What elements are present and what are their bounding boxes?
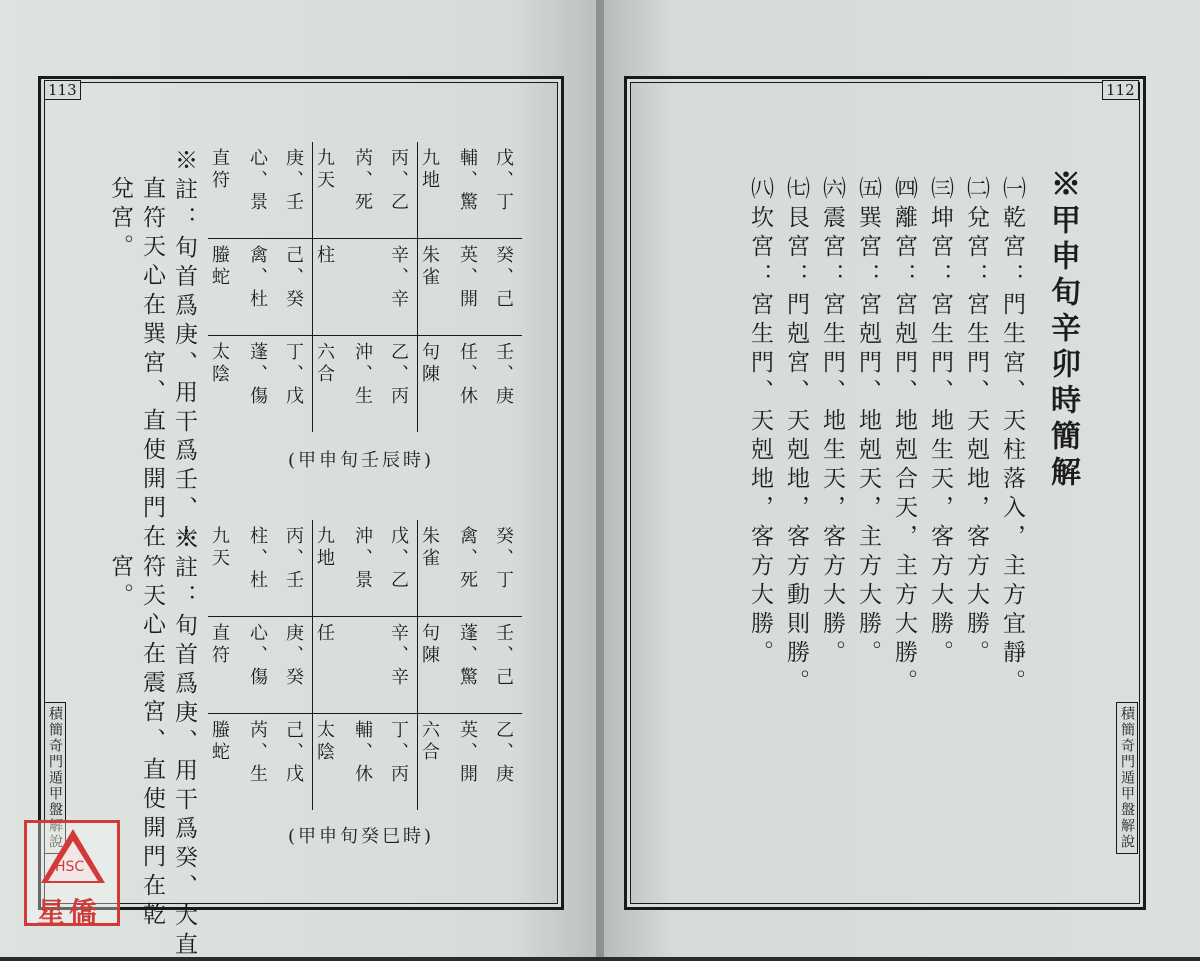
chart1-cell bbox=[418, 336, 523, 433]
cell-deity: 九地 bbox=[419, 148, 440, 192]
cell-deity: 六合 bbox=[314, 342, 335, 386]
chart2-cell bbox=[418, 520, 523, 617]
cell-stems: 辛、辛 bbox=[388, 245, 409, 311]
book-spine bbox=[596, 0, 604, 957]
book-label-right: 積簡奇門遁甲盤解說 bbox=[1116, 702, 1138, 854]
cell-star-door: 輔、休 bbox=[352, 720, 373, 786]
text-line-5: ㈤巽宮：宮剋門、地剋天，主方大勝。 bbox=[855, 176, 881, 669]
page-number-right: 112 bbox=[1102, 80, 1139, 100]
cell-stems: 辛、辛 bbox=[388, 623, 409, 689]
cell-stems: 丙、壬 bbox=[283, 526, 304, 592]
chart1-grid bbox=[208, 142, 522, 432]
chart2-cell bbox=[313, 617, 418, 714]
cell-stems: 乙、庚 bbox=[493, 720, 514, 786]
text-line-1: ㈠乾宮：門生宮、天柱落入，主方宜靜。 bbox=[999, 176, 1025, 698]
chart2-note-line3: 宮。 bbox=[107, 554, 133, 612]
chart1-cell bbox=[208, 142, 313, 239]
text-line-3: ㈢坤宮：宮生門、地生天，客方大勝。 bbox=[927, 176, 953, 669]
cell-deity: 朱雀 bbox=[419, 526, 440, 570]
cell-star-door: 輔、驚 bbox=[457, 148, 478, 214]
cell-deity: 太陰 bbox=[314, 720, 335, 764]
cell-stems: 戊、乙 bbox=[388, 526, 409, 592]
stamp-main-text: 星僑 bbox=[37, 896, 102, 929]
section-title: ※甲申旬辛卯時簡解 bbox=[1045, 168, 1080, 492]
chart1-cell bbox=[208, 239, 313, 336]
text-line-4: ㈣離宮：宮剋門、地剋合天，主方大勝。 bbox=[891, 176, 917, 698]
cell-star: 任 bbox=[314, 623, 335, 645]
cell-star-door: 蓬、驚 bbox=[457, 623, 478, 689]
cell-star-door: 禽、死 bbox=[457, 526, 478, 592]
cell-star-door: 蓬、傷 bbox=[247, 342, 268, 408]
cell-stems: 癸、己 bbox=[493, 245, 514, 311]
cell-star-door: 心、傷 bbox=[247, 623, 268, 689]
cell-star-door: 芮、生 bbox=[247, 720, 268, 786]
cell-star-door: 柱、杜 bbox=[247, 526, 268, 592]
cell-stems: 己、癸 bbox=[283, 245, 304, 311]
chart2-note-line1: ※註：旬首爲庚、用干爲癸、大直 bbox=[171, 526, 197, 961]
cell-star-door: 心、景 bbox=[247, 148, 268, 214]
cell-deity: 直符 bbox=[209, 623, 230, 667]
cell-deity: 句陳 bbox=[419, 342, 440, 386]
chart1-note-line3: 兌宮。 bbox=[107, 176, 133, 263]
cell-deity: 句陳 bbox=[419, 623, 440, 667]
page-number-left: 113 bbox=[44, 80, 81, 100]
chart2-cell bbox=[313, 520, 418, 617]
cell-star-door: 任、休 bbox=[457, 342, 478, 408]
cell-star-door: 英、開 bbox=[457, 720, 478, 786]
cell-star-door: 沖、景 bbox=[352, 526, 373, 592]
chart1-cell bbox=[313, 336, 418, 433]
cell-stems: 己、戊 bbox=[283, 720, 304, 786]
cell-stems: 乙、丙 bbox=[388, 342, 409, 408]
cell-stems: 丁、戊 bbox=[283, 342, 304, 408]
chart2-grid bbox=[208, 520, 522, 810]
cell-stems: 戊、丁 bbox=[493, 148, 514, 214]
cell-star-door: 禽、杜 bbox=[247, 245, 268, 311]
text-line-7: ㈦艮宮：門剋宮、天剋地，客方動則勝。 bbox=[783, 176, 809, 698]
cell-star-door: 英、開 bbox=[457, 245, 478, 311]
text-line-2: ㈡兌宮：宮生門、天剋地，客方大勝。 bbox=[963, 176, 989, 669]
cell-deity: 九天 bbox=[209, 526, 230, 570]
chart2-caption: (甲申旬癸巳時) bbox=[288, 826, 435, 847]
cell-stems: 丁、丙 bbox=[388, 720, 409, 786]
cell-deity: 螣蛇 bbox=[209, 720, 230, 764]
cell-stems: 壬、己 bbox=[493, 623, 514, 689]
chart1-note-line2: 直符天心在巽宮、直使開門在 bbox=[139, 176, 165, 553]
cell-deity: 九天 bbox=[314, 148, 335, 192]
chart2-cell bbox=[208, 520, 313, 617]
chart1-cell bbox=[418, 239, 523, 336]
chart1-cell bbox=[418, 142, 523, 239]
cell-stems: 壬、庚 bbox=[493, 342, 514, 408]
cell-stems: 癸、丁 bbox=[493, 526, 514, 592]
stamp-sub-text: HSC bbox=[55, 859, 85, 875]
chart2-cell bbox=[418, 714, 523, 811]
cell-star-door: 沖、生 bbox=[352, 342, 373, 408]
cell-star-door: 芮、死 bbox=[352, 148, 373, 214]
book-label-left: 積簡奇門遁甲盤解說 bbox=[44, 702, 66, 854]
cell-deity: 朱雀 bbox=[419, 245, 440, 289]
chart1-cell bbox=[313, 142, 418, 239]
text-line-8: ㈧坎宮：宮生門、天剋地，客方大勝。 bbox=[747, 176, 773, 669]
text-line-6: ㈥震宮：宮生門、地生天，客方大勝。 bbox=[819, 176, 845, 669]
chart2-cell bbox=[313, 714, 418, 811]
cell-star: 柱 bbox=[314, 245, 335, 267]
publisher-stamp bbox=[24, 820, 120, 929]
cell-stems: 丙、乙 bbox=[388, 148, 409, 214]
cell-deity: 太陰 bbox=[209, 342, 230, 386]
chart2-cell bbox=[208, 617, 313, 714]
cell-deity: 螣蛇 bbox=[209, 245, 230, 289]
chart1-note-line1: ※註：旬首爲庚、用干爲壬、大 bbox=[171, 148, 197, 554]
cell-deity: 九地 bbox=[314, 526, 335, 570]
cell-stems: 庚、壬 bbox=[283, 148, 304, 214]
chart2-cell bbox=[418, 617, 523, 714]
chart1-caption: (甲申旬壬辰時) bbox=[288, 450, 435, 471]
chart1-cell bbox=[313, 239, 418, 336]
cell-deity: 直符 bbox=[209, 148, 230, 192]
cell-deity: 六合 bbox=[419, 720, 440, 764]
chart1-cell bbox=[208, 336, 313, 433]
cell-stems: 庚、癸 bbox=[283, 623, 304, 689]
chart2-cell bbox=[208, 714, 313, 811]
chart2-note-line2: 符天心在震宮、直使開門在乾 bbox=[139, 554, 165, 931]
